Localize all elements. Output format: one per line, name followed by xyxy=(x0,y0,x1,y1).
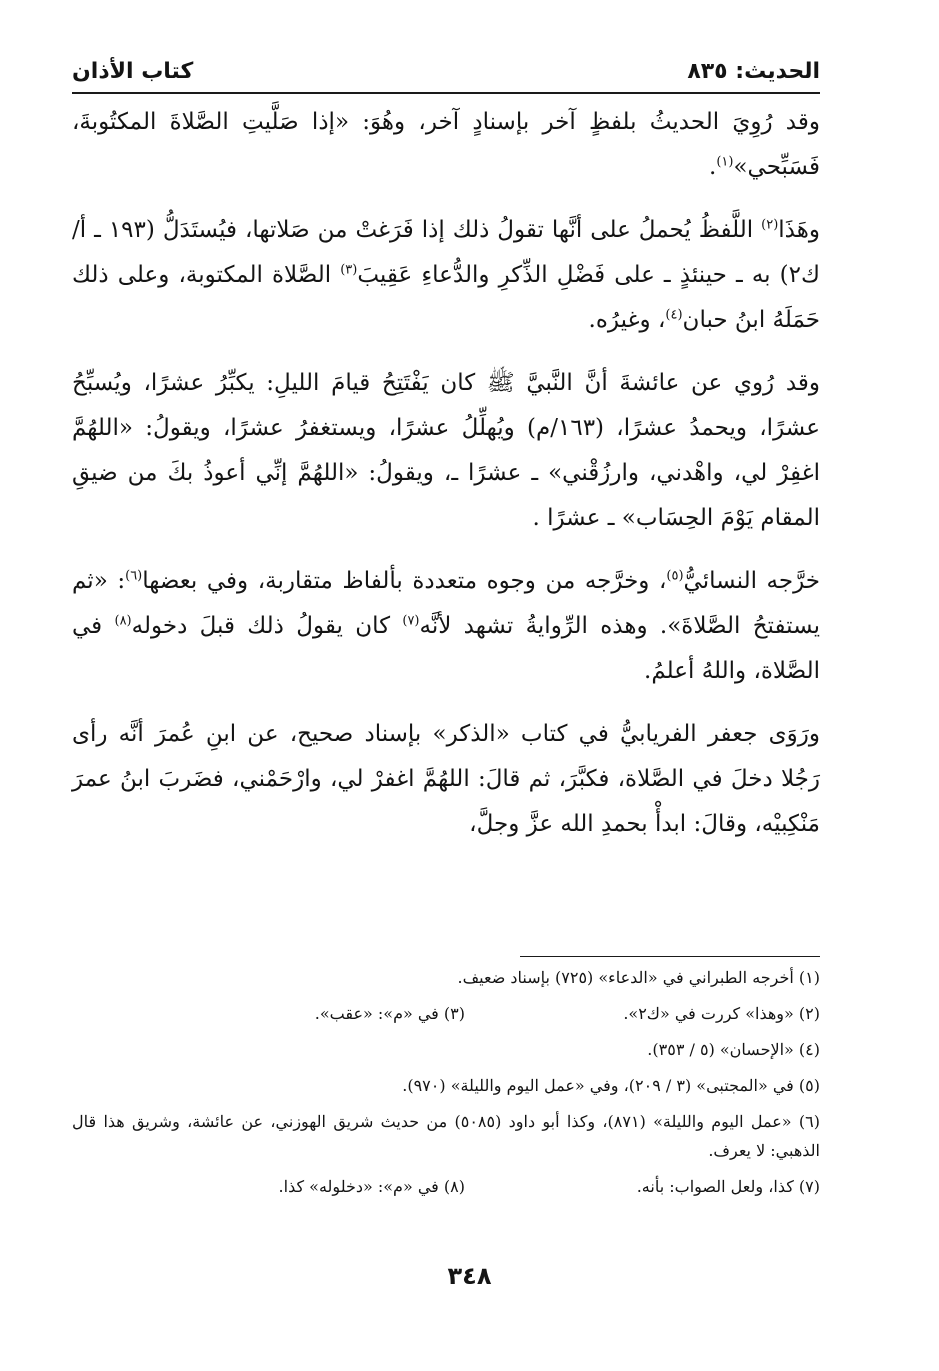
text-span: وهَذَا xyxy=(778,217,820,243)
footnote-ref: (٢) xyxy=(761,217,779,233)
paragraph xyxy=(72,361,820,541)
footnote-ref: (٥) xyxy=(666,568,684,584)
text-span: وقد رُوي عن عائشةَ أنَّ النَّبيَّ ﷺ كان يَفْتَتِحُ قيامَ الليلِ: يكبِّرُ عشرًا، ويُسبِّحُ عشرًا، ويحمدُ عشرًا، (١٦٣/م) ويُهلِّلُ عشرًا، ويستغفرُ عشرًا، ويقولُ: «اللهُمَّ اغفِرْ لي، واهْدني، وارزُقْني» ـ عشرًا ـ، ويقولُ: «اللهُمَّ إنِّي أعوذُ بكَ من ضيقِ المقام يَوْمَ الحِسَاب» ـ عشرًا . xyxy=(72,370,820,531)
text-span: . xyxy=(709,154,717,180)
page-number: ٣٤٨ xyxy=(447,1262,492,1290)
footnote: (٧) كذا، ولعل الصواب: بأنه. xyxy=(636,1177,820,1196)
footnote: (٨) في «م»: «دخلوله» كذا. xyxy=(278,1177,465,1196)
text-span: ، وخرَّجه من وجوه متعددة بألفاظ متقاربة، وفي بعضها xyxy=(142,568,667,594)
text-span: ورَوَى جعفر الفريابيُّ في كتاب «الذكر» بإسناد صحيح، عن ابنِ عُمرَ أنَّه رأى رَجُلا دخلَ في الصَّلاة، فكبَّرَ، ثم قالَ: اللهُمَّ اغفرْ لي، وارْحَمْني، فضَربَ ابنُ عمرَ مَنْكِبيْه، وقالَ: ابدأْ بحمدِ الله عزَّ وجلَّ، xyxy=(72,721,820,837)
footnote: (٣) في «م»: «عقب». xyxy=(314,1004,465,1023)
main-text xyxy=(72,100,820,865)
text-span: ، وغيرُه. xyxy=(588,307,666,333)
footnote-ref: (٦) xyxy=(125,568,143,584)
footnote: (٦) «عمل اليوم والليلة» (٨٧١)، وكذا أبو داود (٥٠٨٥) من حديث شريق الهوزني، عن عائشة، وشريق هذا قال الذهبي: لا يعرف. xyxy=(72,1112,820,1160)
footnote: (٤) «الإحسان» (٥ / ٣٥٣). xyxy=(647,1040,820,1059)
text-span: : «ثم يستفتحُ الصَّلاةَ». وهذه الرِّوايةُ تشهد لأنَّه xyxy=(72,568,820,639)
footnote-ref: (٣) xyxy=(340,262,358,278)
paragraph xyxy=(72,208,820,343)
footnote: (١) أخرجه الطبراني في «الدعاء» (٧٢٥) بإسناد ضعيف. xyxy=(457,968,820,987)
text-span: خرَّجه النسائيُّ xyxy=(683,568,820,594)
footnote-ref: (٤) xyxy=(665,307,683,323)
paragraph xyxy=(72,100,820,190)
footnote-rule xyxy=(520,956,820,957)
text-span: وقد رُوِيَ الحديثُ بلفظٍ آخر بإسنادٍ آخر، وهُوَ: «إذا صَلَّيتِ الصَّلاةَ المكتُوبةَ، فَسَبِّحي» xyxy=(72,109,820,180)
footnote: (٥) في «المجتبى» (٣ / ٢٠٩)، وفي «عمل اليوم والليلة» (٩٧٠). xyxy=(402,1076,820,1095)
footnote-ref: (٨) xyxy=(114,613,132,629)
running-header xyxy=(72,52,820,90)
footnote-row xyxy=(72,999,820,1028)
header-rule xyxy=(72,92,820,94)
footnote: (٢) «وهذا» كررت في «ك٢». xyxy=(623,1004,820,1023)
footnote-row xyxy=(72,1172,820,1201)
footnote-ref: (٧) xyxy=(402,613,420,629)
paragraph xyxy=(72,712,820,847)
hadith-number: الحديث: ٨٣٥ xyxy=(687,58,820,84)
book-title: كتاب الأذان xyxy=(72,58,194,84)
text-span: كان يقولُ ذلك قبلَ دخوله xyxy=(131,613,403,639)
text-span: اللَّفظُ يُحملُ على أنَّها تقولُ ذلك إذا فَرَغتْ من صَلاتها، فيُستَدَلُّ (١٩٣ ـ أ/ك٢) به ـ حينئذٍ ـ على فَضْلِ الذِّكرِ والدُّعاءِ عَقِيبَ xyxy=(72,217,820,288)
footnote-ref: (١) xyxy=(716,154,734,170)
text-span: الصَّلاة المكتوبة، وعلى ذلك حَمَلَهُ ابنُ حبان xyxy=(72,262,820,333)
footnotes xyxy=(72,963,820,1208)
paragraph xyxy=(72,559,820,694)
text-span: في الصَّلاة، واللهُ أعلمُ. xyxy=(72,613,820,684)
